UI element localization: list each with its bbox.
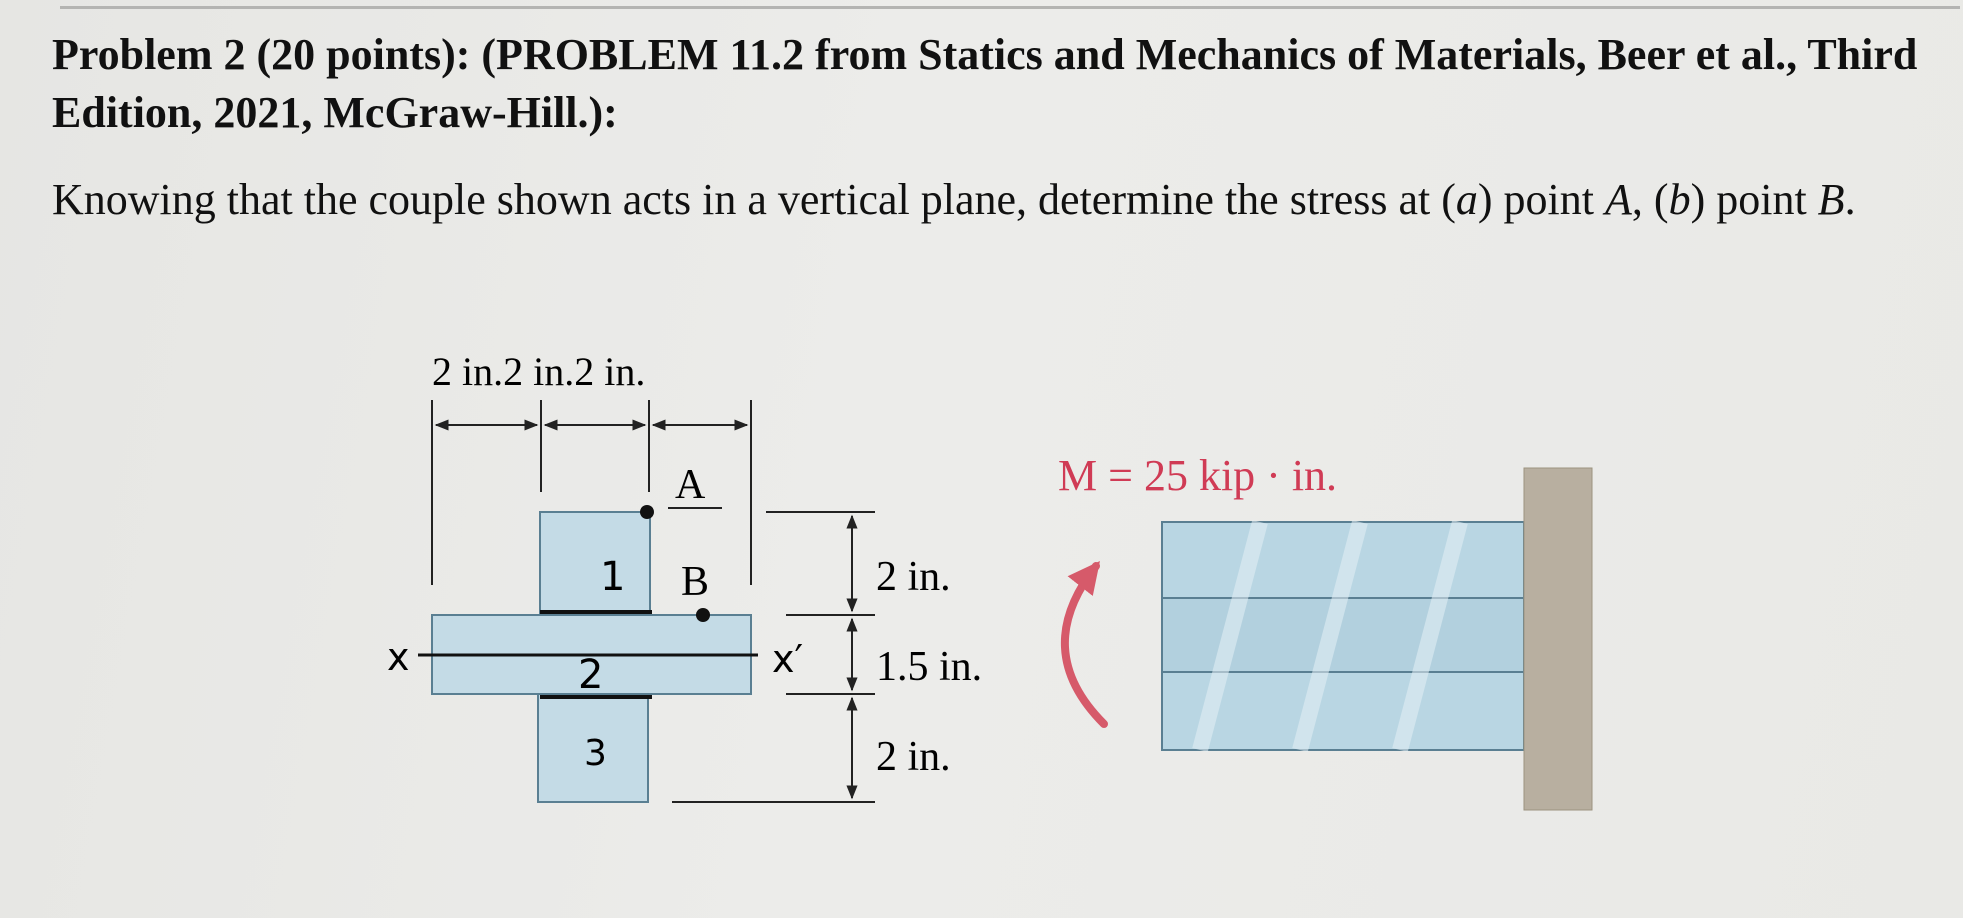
point-a-label: A (675, 462, 706, 508)
statement-text-4: ) point (1690, 175, 1818, 224)
point-a-dot (640, 505, 654, 519)
dimension-2in-upper: 2 in. (876, 554, 951, 600)
part-3-label: 3 (584, 733, 607, 774)
section-part-1 (540, 512, 650, 616)
dimension-2in-lower: 2 in. (876, 734, 951, 780)
axis-x-prime-label: x′ (772, 637, 804, 681)
moment-arrow (1065, 566, 1104, 724)
wall-support (1524, 468, 1592, 810)
point-b-ref: B (1817, 175, 1845, 224)
dimension-1.5in: 1.5 in. (876, 644, 983, 690)
point-b-label: B (681, 559, 710, 605)
statement-text-3: , ( (1631, 175, 1669, 224)
part-1-label: 1 (600, 554, 626, 600)
part-2-label: 2 (578, 652, 604, 698)
point-a-ref: A (1605, 175, 1632, 224)
part-b-label: b (1668, 175, 1691, 224)
point-b-dot (696, 608, 710, 622)
beam-side-view (1162, 522, 1524, 750)
problem-title: Problem 2 (20 points): (PROBLEM 11.2 from Statics and Mechanics of Materials, Beer et al., Third Edition, 2021, McGraw-Hill.): (52, 30, 1918, 137)
moment-label: M = 25 kip · in. (1058, 451, 1338, 500)
statement-text-5: . (1844, 175, 1856, 224)
statement-text-2: ) point (1477, 175, 1606, 224)
top-dimension-label: 2 in.2 in.2 in. (432, 349, 646, 394)
part-a-label: a (1455, 175, 1478, 224)
statement-text-1: Knowing that the couple shown acts in a vertical plane, determine the stress at ( (52, 175, 1456, 224)
axis-x-label: x (387, 635, 410, 679)
